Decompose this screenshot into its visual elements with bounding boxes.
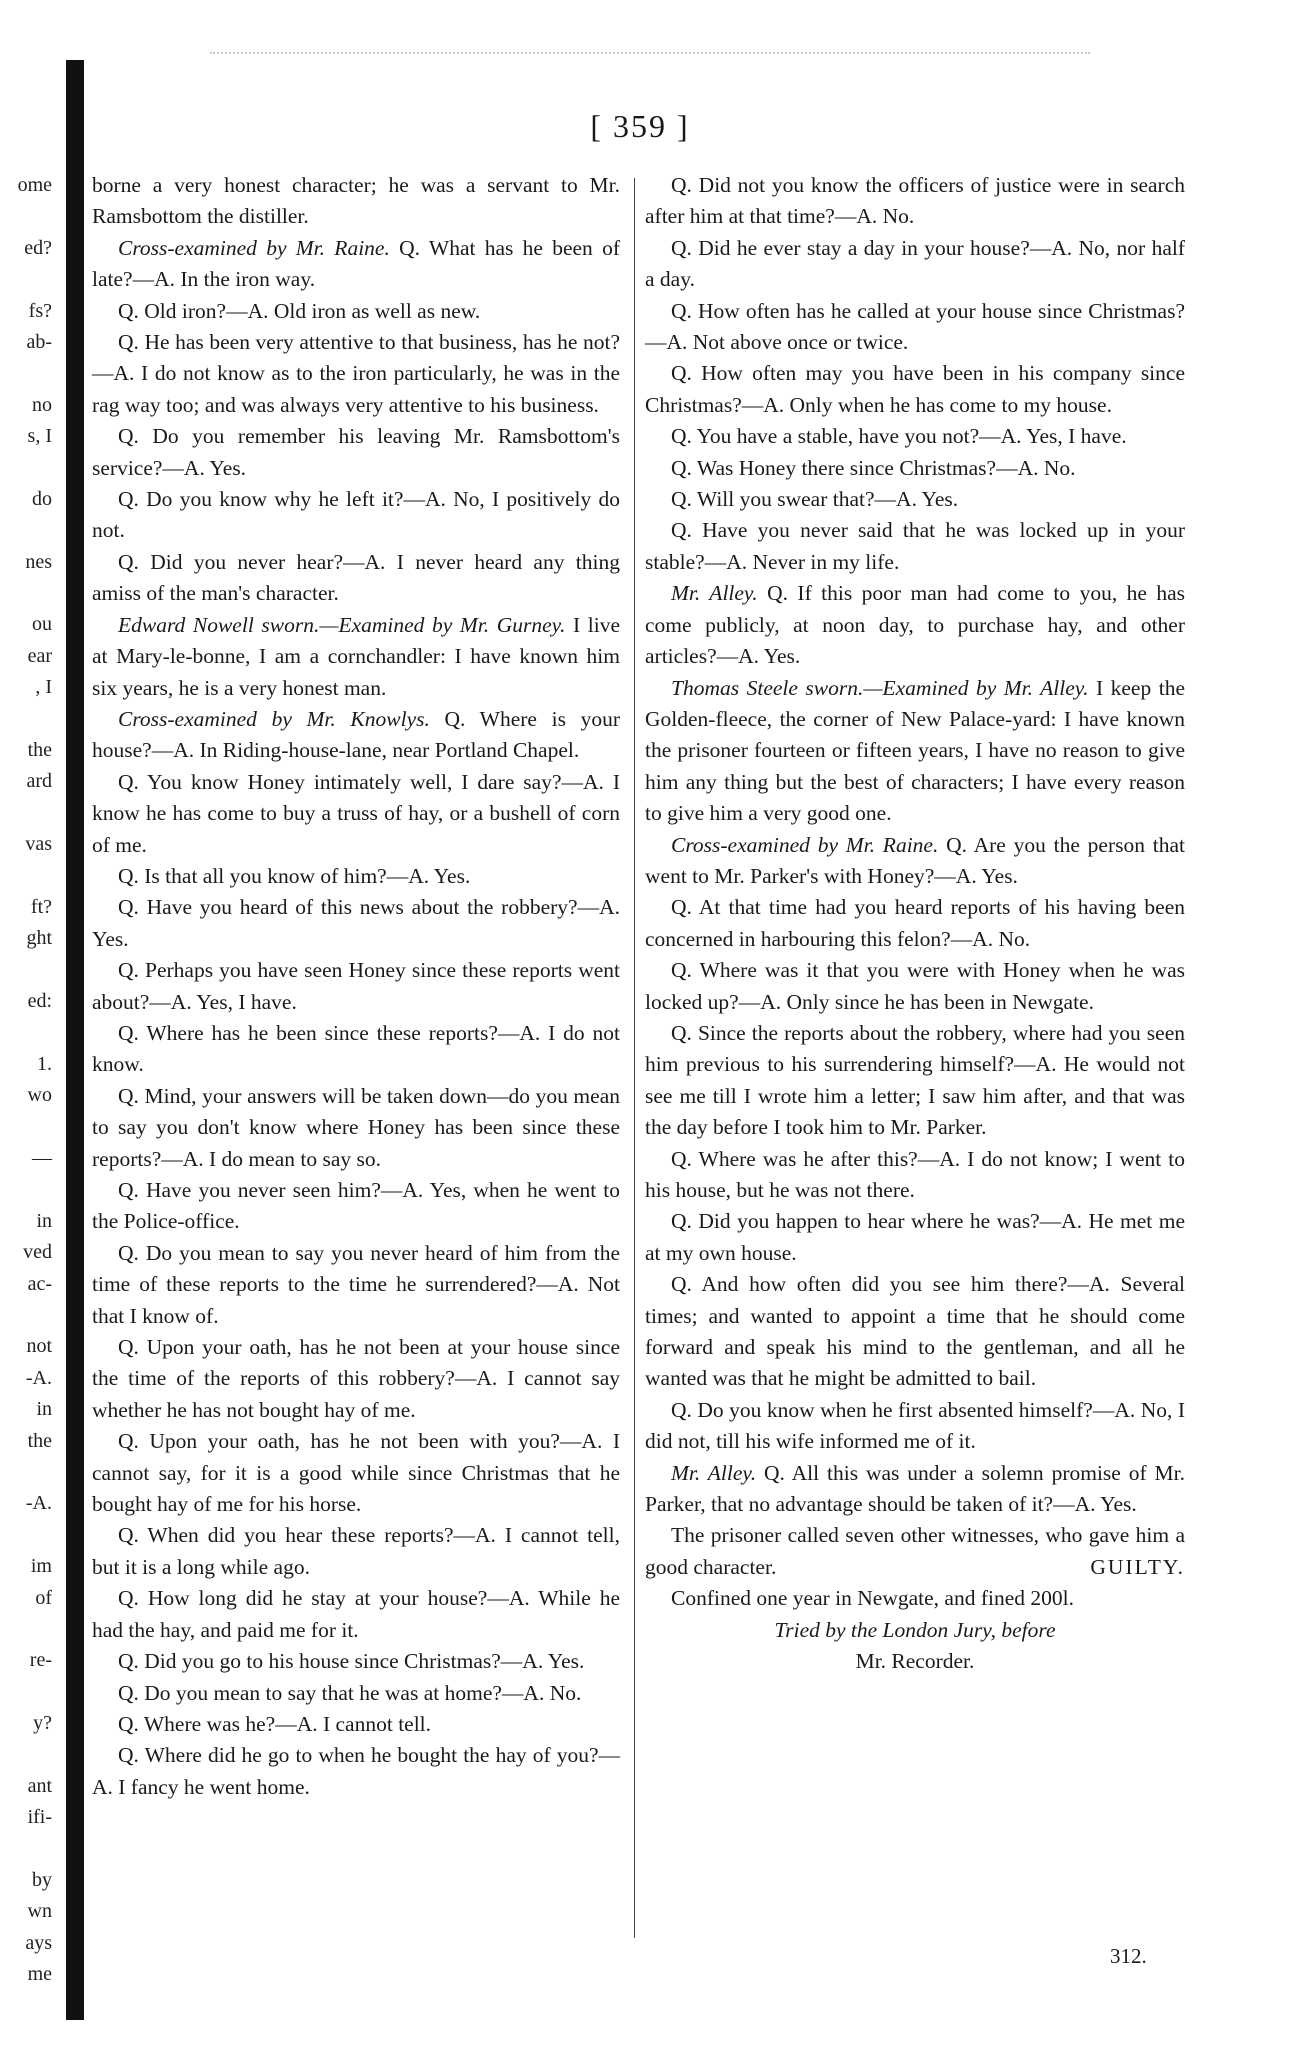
sentence: Confined one year in Newgate, and fined 200l. [671,1586,1074,1611]
paragraph-text: Q. Have you heard of this news about the robbery?—A. Yes. [92,895,620,951]
paragraph-text: Q. Are you the person that went to Mr. Parker's with Honey?—A. Yes. [645,832,1185,888]
margin-fragment [0,1677,58,1708]
paragraph-text: Q. Mind, your answers will be taken down—do you mean to say you don't know where Honey has been since these reports?—A. I do mean to say so. [92,1083,620,1171]
margin-fragment: do [32,487,52,510]
margin-fragment: the [27,1429,52,1452]
margin-fragment: of [35,1586,52,1609]
margin-fragment: ab- [26,330,52,353]
closing-witnesses [645,1520,1185,1583]
paragraph [92,1520,620,1583]
paragraph-text: Q. Will you swear that?—A. Yes. [671,487,959,512]
paragraph [645,892,1185,955]
paragraph-text: Q. Where was he after this?—A. I do not know; I went to his house, but he was not there. [645,1146,1185,1202]
paragraph-text: I live at Mary-le-bonne, I am a cornchandler: I have known him six years, he is a very honest man. [92,612,620,700]
margin-fragment: vas [25,833,52,856]
page-number: [ 359 ] [590,108,690,144]
margin-fragment [0,201,58,232]
margin-fragment [0,861,58,892]
paragraph [92,1238,620,1332]
paragraph-text: Q. Where did he go to when he bought the hay of you?—A. I fancy he went home. [92,1743,620,1799]
paragraph [92,1646,620,1677]
speaker-heading: Thomas Steele sworn.—Examined by Mr. Alley. [671,675,1089,700]
paragraph-text: borne a very honest character; he was a servant to Mr. Ramsbottom the distiller. [92,173,620,229]
paragraph [645,1144,1185,1207]
paragraph-text: Q. If this poor man had come to you, he has come publicly, at noon day, to purchase hay, and other articles?—A. Yes. [645,581,1185,669]
paragraph-text: Q. And how often did you see him there?—A. Several times; and wanted to appoint a time that he should come forward and speak his mind to the gentleman, and all he wanted was that he might be admitted to bail. [645,1272,1185,1391]
paragraph [645,358,1185,421]
speaker-heading: Mr. Alley. [671,581,758,606]
paragraph-text: Q. Where has he been since these reports?—A. I do not know. [92,1020,620,1077]
binding-shadow [66,60,84,2020]
margin-fragment: ays [25,1931,52,1954]
verdict: GUILTY. [1090,1554,1185,1579]
margin-fragment [0,515,58,546]
margin-fragment [0,798,58,829]
margin-fragment [0,1300,58,1331]
paragraph [92,767,620,861]
paragraph [645,1206,1185,1269]
paragraph [645,1458,1185,1521]
margin-fragment: by [32,1869,52,1892]
paragraph [92,1583,620,1646]
paragraph-text: Q. How long did he stay at your house?—A. While he had the hay, and paid me for it. [92,1586,620,1642]
paragraph-text: Q. Where was it that you were with Honey when he was locked up?—A. Only since he has been in Newgate. [645,958,1185,1014]
paragraph-text: Q. What has he been of late?—A. In the iron way. [92,235,620,292]
margin-fragment: ved [23,1241,52,1264]
paragraph-text: Q. Where is your house?—A. In Riding-house-lane, near Portland Chapel. [92,706,620,763]
margin-fragment [0,578,58,609]
paragraph [645,830,1185,893]
paragraph [645,296,1185,359]
paragraph [92,704,620,767]
paragraph-text: Q. Do you remember his leaving Mr. Ramsbottom's service?—A. Yes. [92,424,620,480]
paragraph [645,1018,1185,1144]
paragraph [92,296,620,327]
left-column [92,170,620,1803]
speaker-heading: Cross-examined by Mr. Raine. [671,832,939,857]
margin-fragment [0,955,58,986]
margin-fragment: — [32,1147,52,1170]
paragraph [645,1269,1185,1395]
margin-fragment: nes [25,550,52,573]
paragraph [92,484,620,547]
paragraph [645,421,1185,452]
margin-fragment: ed? [24,236,52,259]
paragraph-text: Q. You know Honey intimately well, I dare say?—A. I know he has come to buy a truss of hay, or a bushell of corn of me. [92,769,620,857]
paragraph-text: Q. Where was he?—A. I cannot tell. [118,1711,432,1736]
margin-fragment [0,1018,58,1049]
paragraph-text: Q. Do you mean to say that he was at home?—A. No. [118,1680,582,1705]
margin-fragment: ifi- [27,1806,52,1829]
paragraph-text: Q. At that time had you heard reports of his having been concerned in harbouring this felon?—A. No. [645,895,1185,951]
margin-fragment: no [32,393,52,416]
margin-fragment [0,264,58,295]
margin-fragment: ac- [27,1272,52,1295]
paragraph-text: Q. Do you mean to say you never heard of him from the time of these reports to the time he surrendered?—A. Not that I know of. [92,1240,620,1328]
margin-fragment: re- [29,1649,52,1672]
margin-fragments [0,170,58,1986]
paragraph [92,1678,620,1709]
paragraph [645,955,1185,1018]
margin-fragment: s, I [27,425,52,448]
paragraph [645,578,1185,672]
speaker-heading: Cross-examined by Mr. Knowlys. [118,706,430,731]
margin-fragment: ft? [30,895,52,918]
paragraph [645,673,1185,830]
judge: Mr. Recorder. [855,1649,975,1674]
paragraph [645,453,1185,484]
margin-fragment: 1. [37,1052,52,1075]
paragraph-text: Q. How often may you have been in his company since Christmas?—A. Only when he has come to my house. [645,361,1185,417]
margin-fragment: ed: [27,990,52,1013]
paragraph-text: Q. Did you happen to hear where he was?—A. He met me at my own house. [645,1209,1185,1265]
paragraph-text: Q. Did you go to his house since Christmas?—A. Yes. [118,1649,585,1674]
paragraph [92,1081,620,1175]
margin-fragment: ome [17,174,52,196]
paragraph [92,170,620,233]
paragraph [92,892,620,955]
paragraph [92,327,620,421]
paragraph-text: Q. Upon your oath, has he not been at your house since the time of the reports of this robbery?—A. I cannot say whether he has not bought hay of me. [92,1335,620,1422]
margin-fragment: -A. [25,1492,52,1515]
paragraph [92,1740,620,1803]
margin-fragment: , I [35,676,52,699]
paragraph [92,610,620,704]
paragraph-text: Q. He has been very attentive to that business, has he not?—A. I do not know as to the iron particularly, he was in the rag way too; and was always very attentive to his business. [92,330,620,417]
paragraph-text: Q. Have you never seen him?—A. Yes, when he went to the Police-office. [92,1178,620,1234]
margin-fragment: me [27,1963,52,1986]
paragraph [92,1175,620,1238]
margin-fragment: fs? [28,299,52,322]
margin-fragment: not [26,1335,52,1358]
paragraph-text: Q. Do you know why he left it?—A. No, I positively do not. [92,487,620,543]
paragraph-text: Q. Is that all you know of him?—A. Yes. [118,863,471,888]
margin-fragment: wo [27,1084,52,1107]
speaker-heading: Edward Nowell sworn.—Examined by Mr. Gurney. [118,612,566,637]
margin-fragment [0,1520,58,1551]
paragraph [645,484,1185,515]
paragraph-text: Q. Perhaps you have seen Honey since these reports went about?—A. Yes, I have. [92,958,620,1014]
margin-fragment: ou [32,613,52,636]
paragraph-text: Q. Did he ever stay a day in your house?—A. No, nor half a day. [645,235,1185,292]
margin-fragment: ant [27,1774,52,1797]
margin-fragment [0,358,58,389]
margin-fragment: im [30,1555,52,1578]
paragraph-text: Q. When did you hear these reports?—A. I cannot tell, but it is a long while ago. [92,1523,620,1579]
paragraph [92,547,620,610]
paragraph-text: I keep the Golden-fleece, the corner of New Palace-yard: I have known the prisoner fourteen or fifteen years, I have no reason to give him any thing but the best of characters; I have every reason to give him a very good one. [645,675,1185,826]
paragraph [645,1395,1185,1458]
margin-fragment: in [36,1398,52,1421]
speaker-heading: Mr. Alley. [671,1460,757,1485]
paragraph [92,1332,620,1426]
margin-fragment [0,1834,58,1865]
margin-fragment [0,1175,58,1206]
paragraph [92,955,620,1018]
paragraph-text: Q. How often has he called at your house since Christmas?—A. Not above once or twice. [645,298,1185,355]
margin-fragment: ard [26,770,52,793]
paragraph-text: Q. Upon your oath, has he not been with you?—A. I cannot say, for it is a good while since Christmas that he bought hay of me for his horse. [92,1429,620,1517]
paragraph [645,233,1185,296]
paragraph [92,861,620,892]
margin-fragment [0,1614,58,1645]
margin-fragment: the [27,739,52,762]
tried-by-text: Tried by the London Jury, before [774,1617,1056,1642]
margin-fragment: -A. [25,1366,52,1389]
paragraph-text: Q. Have you never said that he was locked up in your stable?—A. Never in my life. [645,518,1185,574]
margin-fragment [0,1112,58,1143]
paragraph-text: Q. All this was under a solemn promise of Mr. Parker, that no advantage should be taken of it?—A. Yes. [645,1460,1186,1517]
paragraph-text: Q. Since the reports about the robbery, where had you seen him previous to his surrendering himself?—A. He would not see me till I wrote him a letter; I saw him after, and that was the day before I took him to Mr. Parker. [645,1020,1185,1140]
right-column [645,170,1185,1678]
margin-fragment [0,1740,58,1771]
top-scan-noise [210,52,1090,60]
paragraph-text: Q. You have a stable, have you not?—A. Yes, I have. [671,424,1127,449]
paragraph-text: Q. Do you know when he first absented himself?—A. No, I did not, till his wife informed me of it. [645,1397,1185,1454]
paragraph [92,233,620,296]
margin-fragment: y? [33,1712,52,1735]
margin-fragment: wn [27,1900,52,1923]
paragraph [92,1018,620,1081]
paragraph [645,515,1185,578]
margin-fragment: ear [27,644,52,667]
speaker-heading: Cross-examined by Mr. Raine. [118,235,390,260]
margin-fragment: ght [26,927,52,950]
margin-fragment [0,1457,58,1488]
paragraph [92,1709,620,1740]
paragraph [92,1426,620,1520]
paragraph-text: Q. Did not you know the officers of justice were in search after him at that time?—A. No. [645,173,1185,229]
paragraph-text: Q. Old iron?—A. Old iron as well as new. [118,298,481,323]
paragraph-text: Q. Was Honey there since Christmas?—A. No. [671,455,1076,480]
tried-by [645,1615,1185,1646]
paragraph [645,170,1185,233]
paragraph-text: Q. Did you never hear?—A. I never heard any thing amiss of the man's character. [92,549,620,606]
margin-fragment [0,704,58,735]
paragraph [92,421,620,484]
column-divider [634,178,635,1938]
closing-witnesses-text: The prisoner called seven other witnesses, who gave him a good character. [645,1523,1185,1579]
margin-fragment [0,453,58,484]
catchword: 312. [1110,1944,1147,1968]
margin-fragment: in [36,1209,52,1232]
